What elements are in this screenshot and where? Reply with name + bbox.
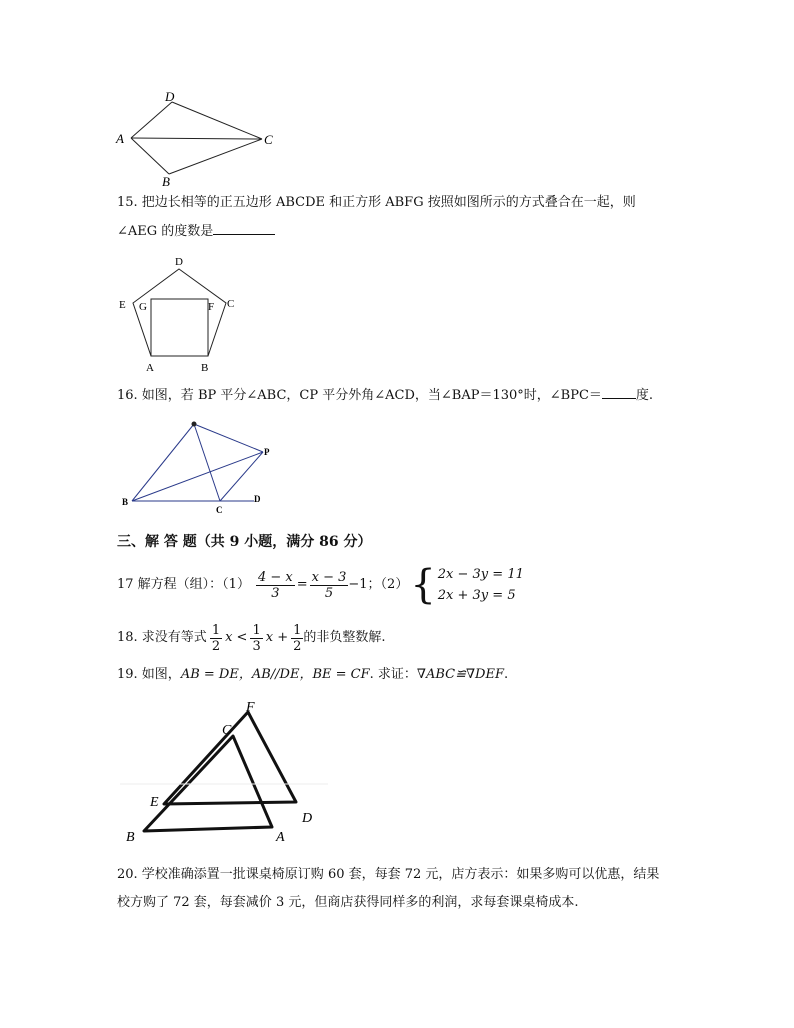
- q18: [117, 620, 386, 656]
- q17-system-brace: {: [410, 562, 436, 608]
- q17-f2-num: x − 3: [311, 569, 347, 585]
- q18-f3-den: 2: [293, 638, 302, 654]
- q18-fraction-1: [210, 623, 222, 654]
- label-b: B: [126, 830, 135, 845]
- q16-body: 16. 如图，若 BP 平分∠ABC，CP 平分外角∠ACD，当∠BAP＝130°时，∠BPC＝: [117, 388, 602, 403]
- label-a: A: [116, 131, 124, 146]
- q18-x1: x <: [225, 630, 248, 645]
- label-d: D: [254, 494, 261, 504]
- q20-line1: 20. 学校准确添置一批课桌椅原订购 60 套，每套 72 元，店方表示：如果多购可以优惠，结果: [117, 867, 660, 882]
- q17-sys-line-2: 2x + 3y = 5: [437, 588, 516, 603]
- q18-f2-den: 3: [252, 638, 261, 654]
- label-p: P: [264, 447, 270, 457]
- label-c: C: [222, 723, 232, 738]
- q15-line2: [117, 222, 275, 240]
- q15-answer-blank[interactable]: [213, 222, 275, 235]
- q17: [117, 562, 524, 608]
- label-c: C: [216, 505, 223, 515]
- label-e: E: [119, 299, 126, 311]
- label-e: E: [150, 795, 159, 810]
- q18-f3-num: 1: [293, 622, 302, 638]
- q17-fraction-1: [256, 570, 295, 601]
- q17-f2-den: 5: [324, 585, 334, 601]
- q19-prefix: 19. 如图，: [117, 667, 181, 682]
- q18-f1-num: 1: [211, 622, 221, 638]
- q16-answer-blank[interactable]: [602, 386, 636, 399]
- label-f: F: [246, 700, 255, 715]
- label-a: A: [276, 830, 285, 845]
- q19: [117, 667, 508, 683]
- pentagon-figure: [112, 252, 242, 376]
- q18-x2: x +: [265, 630, 289, 645]
- q18-fraction-2: [250, 623, 262, 654]
- q20-line2: 校方购了 72 套，每套减价 3 元，但商店获得同样多的利润，求每套课桌椅成本.: [117, 895, 579, 910]
- q15-line2-text: ∠AEG 的度数是: [117, 224, 214, 239]
- q17-tail: −1；（2）: [348, 577, 409, 592]
- label-d: D: [175, 256, 183, 268]
- q17-eq: =: [296, 577, 308, 592]
- q18-f1-den: 2: [211, 638, 221, 654]
- q16-text: [117, 386, 653, 404]
- label-g: G: [139, 301, 147, 313]
- label-c: C: [227, 298, 235, 310]
- q17-fraction-2: [310, 570, 349, 601]
- q19-claim: ∇ABC≌∇DEF: [416, 667, 504, 682]
- label-c: C: [264, 132, 273, 147]
- q17-system: [438, 564, 524, 606]
- label-b: B: [162, 174, 170, 189]
- label-d: D: [165, 89, 175, 104]
- label-f: F: [208, 301, 215, 313]
- q16-suffix: 度.: [635, 388, 654, 403]
- q15-line1: 15. 把边长相等的正五边形 ABCDE 和正方形 ABFG 按照如图所示的方式叠合在一起，则: [117, 195, 636, 210]
- label-b: B: [122, 497, 129, 507]
- q19-mid: . 求证：: [369, 667, 417, 682]
- label-a: A: [146, 362, 154, 374]
- q17-f1-num: 4 − x: [257, 569, 293, 585]
- triangle-p-figure: [118, 414, 278, 518]
- q17-sys-line-1: 2x − 3y = 11: [437, 567, 524, 582]
- q18-f2-num: 1: [252, 622, 261, 638]
- q18-prefix: 18. 求没有等式: [117, 630, 207, 645]
- section-3-title: 三、解 答 题（共 9 小题，满分 86 分）: [117, 534, 372, 550]
- label-d: D: [302, 811, 313, 826]
- label-b: B: [201, 362, 209, 374]
- q17-f1-den: 3: [271, 585, 280, 601]
- q18-suffix: 的非负整数解.: [303, 630, 386, 645]
- q17-prefix: 17 解方程（组）：（1）: [117, 577, 250, 592]
- q18-fraction-3: [291, 623, 303, 654]
- q19-conditions: AB = DE，AB//DE，BE = CF: [180, 667, 370, 682]
- q19-end: .: [503, 667, 509, 682]
- kite-figure: [112, 88, 282, 192]
- triangles-figure: [118, 696, 328, 846]
